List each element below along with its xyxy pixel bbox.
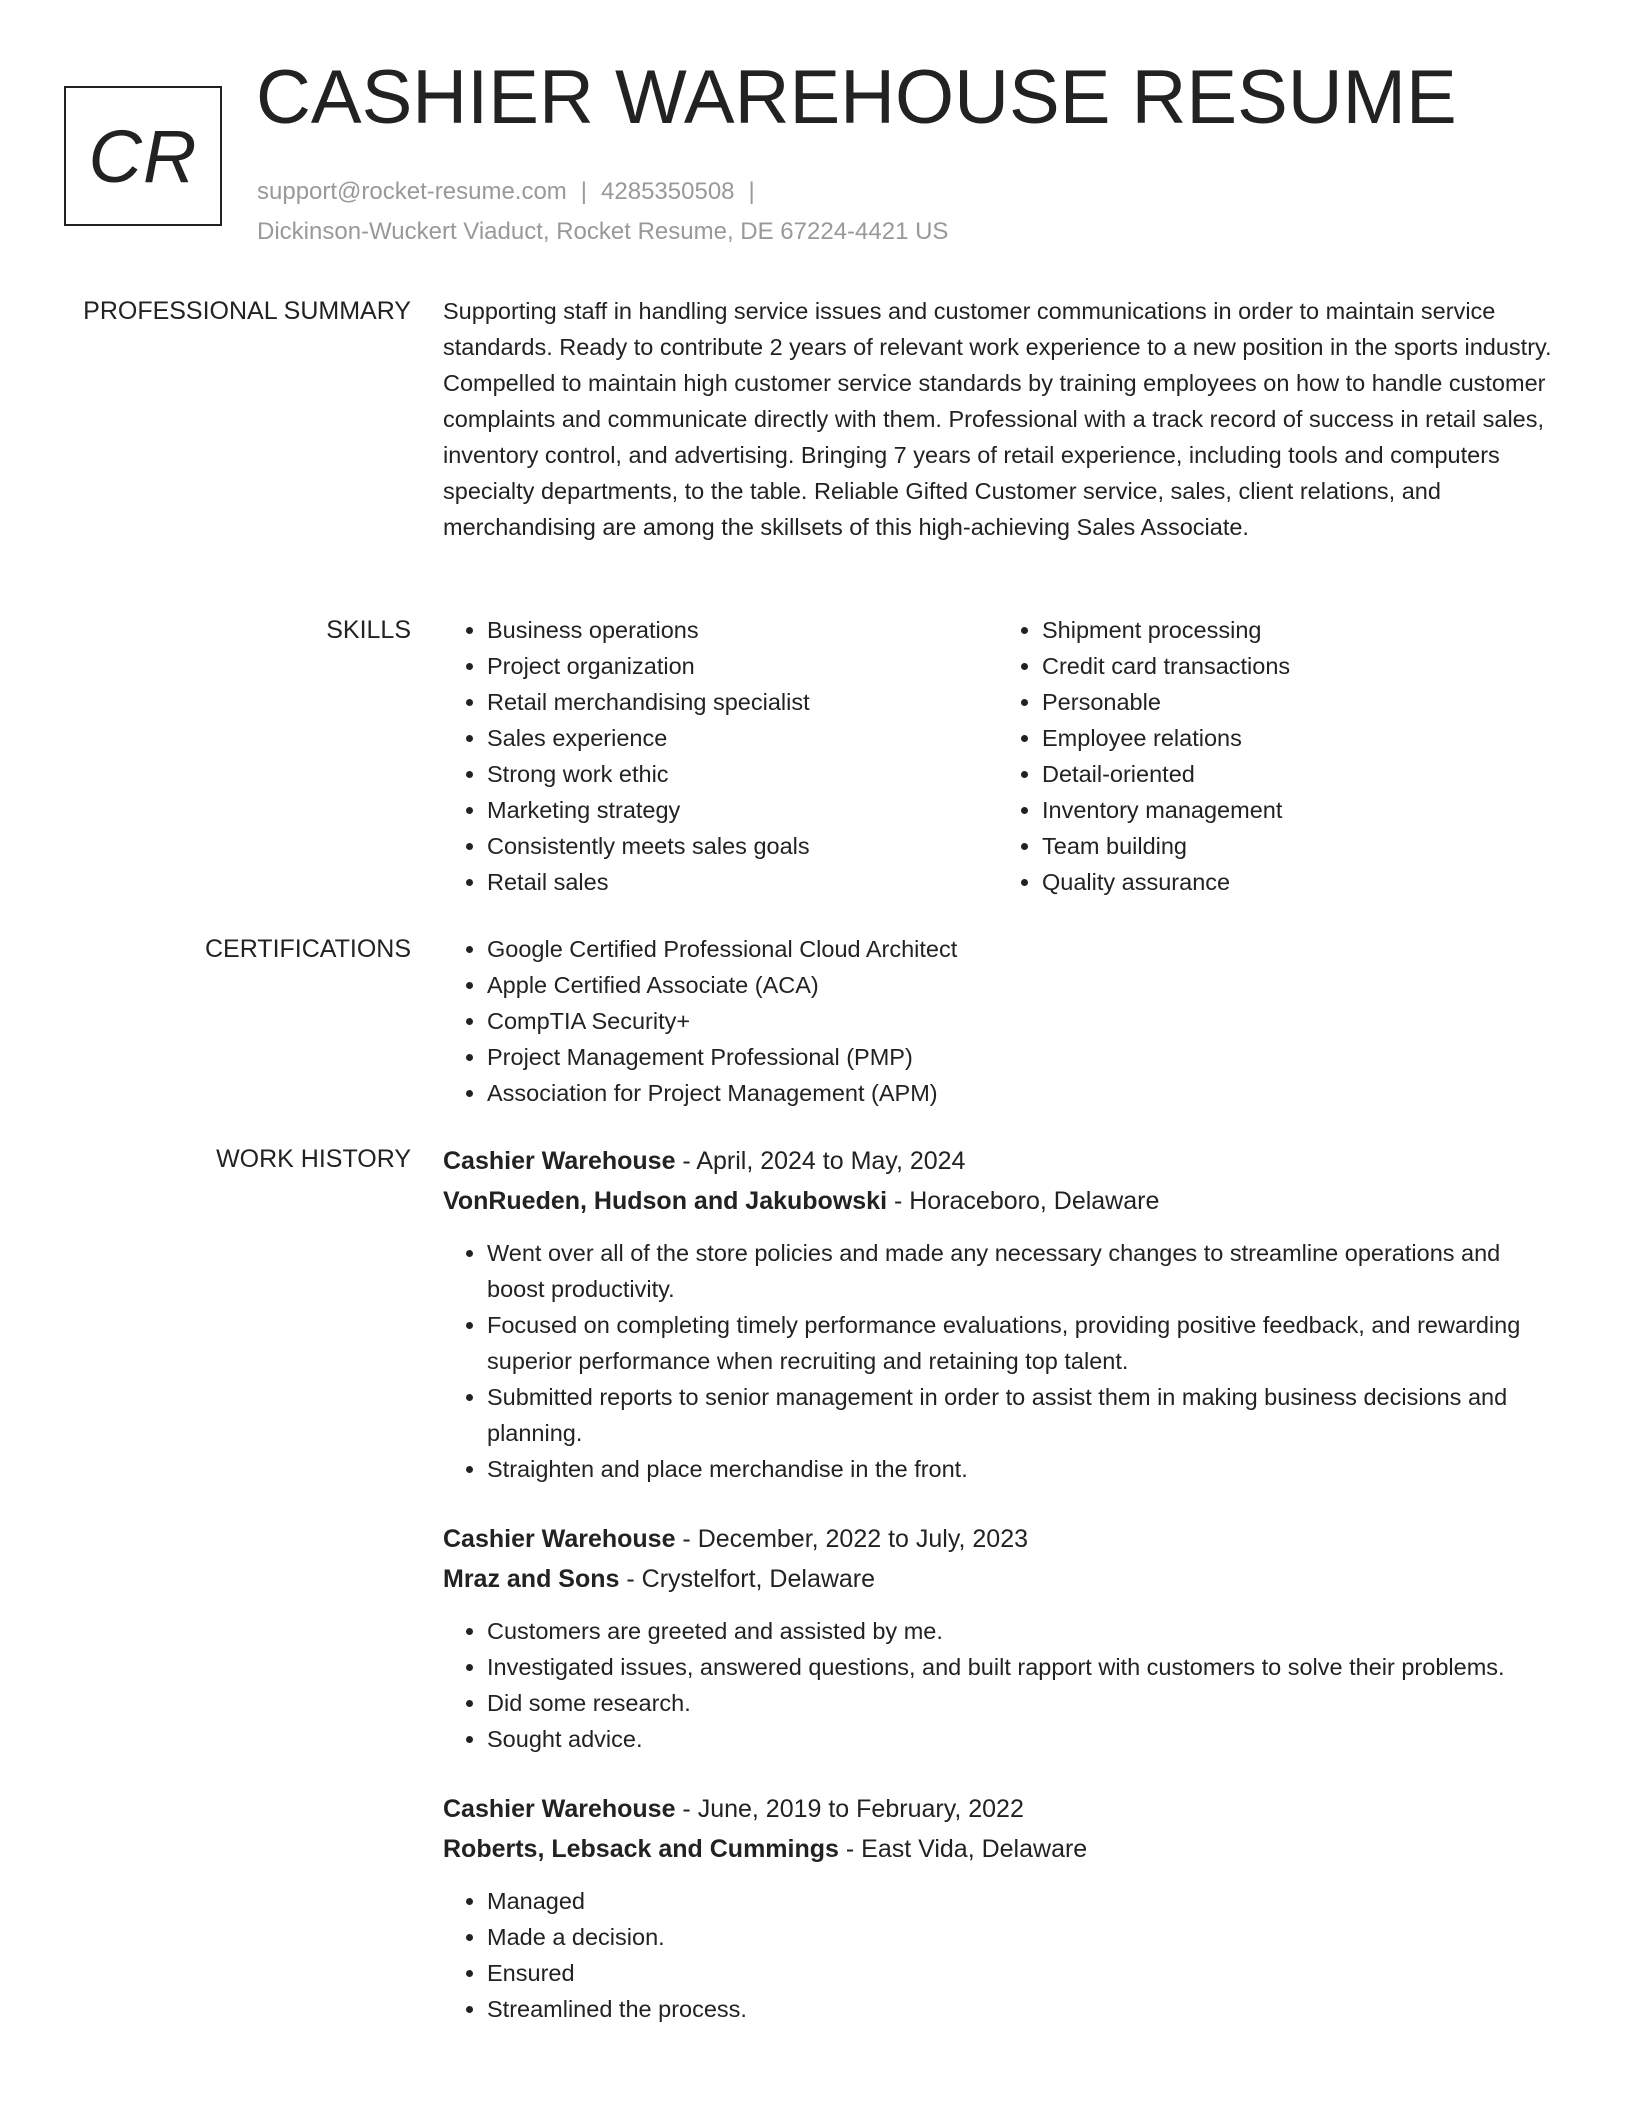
job-company-line (443, 1559, 1553, 1599)
job-duty-item: • Streamlined the process. (487, 1991, 1553, 2027)
job-title-line (443, 1789, 1553, 1829)
job-entry (443, 1519, 1553, 1757)
job-duty-item: • Managed (487, 1883, 1553, 1919)
job-location: - East Vida, Delaware (838, 1835, 1088, 1863)
skills-body (443, 612, 1553, 900)
skill-item: • Business operations (487, 612, 998, 648)
job-entry (443, 1141, 1553, 1487)
skill-item: • Retail sales (487, 864, 998, 900)
job-company: VonRueden, Hudson and Jakubowski (443, 1187, 888, 1215)
job-duty-item: • Customers are greeted and assisted by me. (487, 1613, 1553, 1649)
job-entry (443, 1789, 1553, 2027)
job-duty-item: • Went over all of the store policies and made any necessary changes to streamline operations and boost productivity. (487, 1235, 1553, 1307)
skill-item: • Detail-oriented (1042, 756, 1553, 792)
section-heading: SKILLS (326, 616, 411, 644)
job-title: Cashier Warehouse (443, 1525, 676, 1553)
skills-grid (443, 612, 1553, 900)
job-company: Mraz and Sons (443, 1565, 620, 1593)
skill-item: • Shipment processing (1042, 612, 1553, 648)
job-duty-item: • Did some research. (487, 1685, 1553, 1721)
certification-item: • Google Certified Professional Cloud Architect (487, 931, 1553, 967)
skill-item: • Sales experience (487, 720, 998, 756)
certifications-body (443, 931, 1553, 1111)
job-duty-item: • Submitted reports to senior management in order to assist them in making business decisions and planning. (487, 1379, 1553, 1451)
contact-email: support@rocket-resume.com (257, 178, 567, 205)
job-company: Roberts, Lebsack and Cummings (443, 1835, 839, 1863)
job-duty-item: • Made a decision. (487, 1919, 1553, 1955)
contact-separator: | (580, 178, 588, 205)
contact-separator: | (748, 178, 755, 205)
section-heading: PROFESSIONAL SUMMARY (83, 297, 411, 325)
summary-text: Supporting staff in handling service issues and customer communications in order to maintain service standards. Ready to contribute 2 years of relevant work experience to a new position in the sports industry. Compelled to maintain high customer service standards by training employees on how to handle customer complaints and communicate directly with them. Professional with a track record of success in retail sales, inventory control, and advertising. Bringing 7 years of retail experience, including tools and computers specialty departments, to the table. Reliable Gifted Customer service, sales, client relations, and merchandising are among the skillsets of this high-achieving Sales Associate. (443, 298, 1552, 540)
contact-phone: 4285350508 (601, 178, 735, 205)
job-location: - Crystelfort, Delaware (619, 1565, 876, 1593)
job-duty-item: • Focused on completing timely performance evaluations, providing positive feedback, and rewarding superior performance when recruiting and retaining top talent. (487, 1307, 1553, 1379)
skill-item: • Personable (1042, 684, 1553, 720)
job-title-line (443, 1519, 1553, 1559)
job-title: Cashier Warehouse (443, 1147, 676, 1175)
skill-item: • Project organization (487, 648, 998, 684)
contact-info (257, 172, 948, 252)
skills-column-right (998, 612, 1553, 900)
job-dates: - June, 2019 to February, 2022 (675, 1795, 1024, 1823)
job-duties-list (443, 1613, 1553, 1757)
job-company-line (443, 1181, 1553, 1221)
job-title-line (443, 1141, 1553, 1181)
job-duty-item: • Ensured (487, 1955, 1553, 1991)
job-duties-list (443, 1883, 1553, 2027)
job-title: Cashier Warehouse (443, 1795, 676, 1823)
job-duties-list (443, 1235, 1553, 1487)
skill-item: • Marketing strategy (487, 792, 998, 828)
job-dates: - April, 2024 to May, 2024 (675, 1147, 966, 1175)
job-location: - Horaceboro, Delaware (887, 1187, 1160, 1215)
certification-item: • Association for Project Management (APM) (487, 1075, 1553, 1111)
skill-item: • Inventory management (1042, 792, 1553, 828)
certification-item: • Project Management Professional (PMP) (487, 1039, 1553, 1075)
skill-item: • Team building (1042, 828, 1553, 864)
job-duty-item: • Straighten and place merchandise in the front. (487, 1451, 1553, 1487)
certification-item: • Apple Certified Associate (ACA) (487, 967, 1553, 1003)
job-dates: - December, 2022 to July, 2023 (675, 1525, 1028, 1553)
contact-address: Dickinson-Wuckert Viaduct, Rocket Resume, DE 67224-4421 US (257, 218, 949, 245)
section-heading: CERTIFICATIONS (204, 935, 411, 963)
skills-column-left (443, 612, 998, 900)
contact-line-1 (257, 172, 948, 212)
skill-item: • Consistently meets sales goals (487, 828, 998, 864)
job-duty-item: • Sought advice. (487, 1721, 1553, 1757)
skill-item: • Retail merchandising specialist (487, 684, 998, 720)
skill-item: • Credit card transactions (1042, 648, 1553, 684)
monogram-initials: CR (88, 114, 198, 198)
monogram-logo (64, 86, 222, 226)
skill-item: • Quality assurance (1042, 864, 1553, 900)
skill-item: • Employee relations (1042, 720, 1553, 756)
resume-title: CASHIER WAREHOUSE RESUME (256, 55, 1457, 140)
job-duty-item: • Investigated issues, answered questions, and built rapport with customers to solve their problems. (487, 1649, 1553, 1685)
certification-item: • CompTIA Security+ (487, 1003, 1553, 1039)
work-history-body (443, 1141, 1553, 2059)
job-company-line (443, 1829, 1553, 1869)
section-heading: WORK HISTORY (216, 1145, 411, 1173)
summary-body (443, 293, 1553, 545)
certifications-list (443, 931, 1553, 1111)
skill-item: • Strong work ethic (487, 756, 998, 792)
